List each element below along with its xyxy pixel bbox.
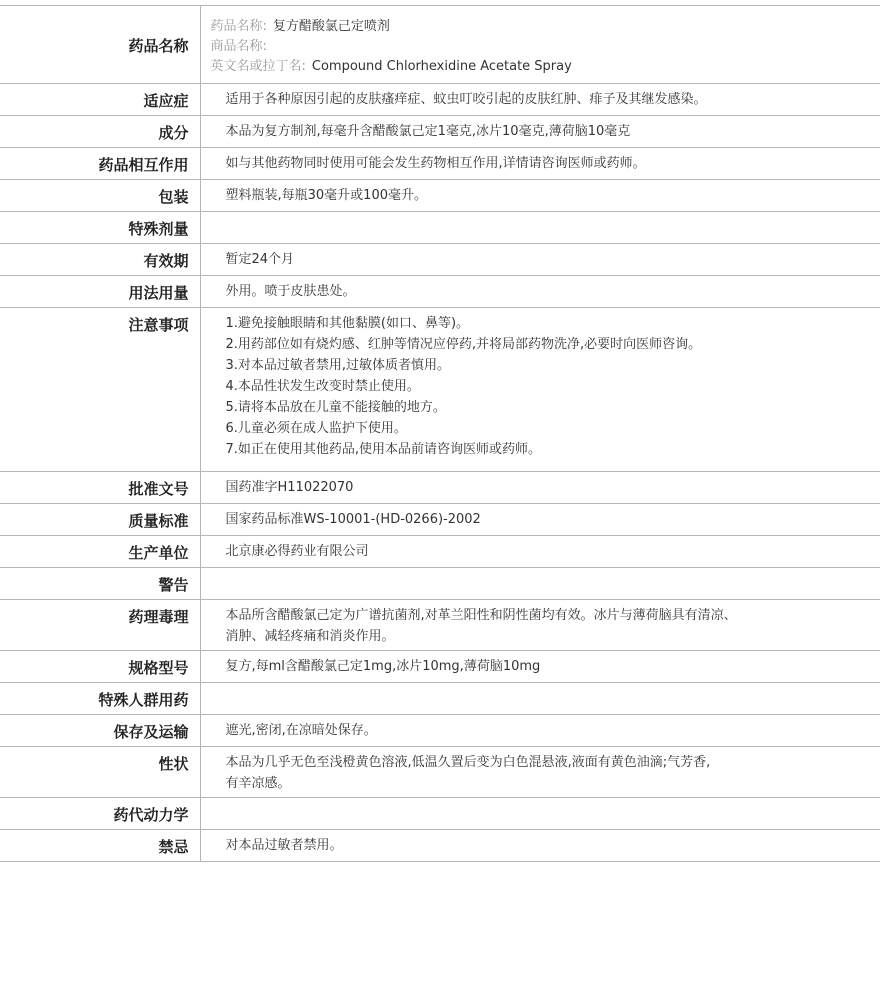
generic-name-key: 药品名称: — [210, 19, 267, 34]
row-value — [200, 276, 880, 308]
table-row — [0, 715, 880, 747]
row-label: 有效期 — [0, 244, 200, 276]
row-label: 成分 — [0, 116, 200, 148]
table-row — [0, 180, 880, 212]
table-row — [0, 244, 880, 276]
value-line: 外用。喷于皮肤患处。 — [225, 284, 356, 299]
value-line: 国药准字H11022070 — [225, 480, 354, 495]
value-line: 本品所含醋酸氯己定为广谱抗菌剂,对革兰阳性和阴性菌均有效。冰片与薄荷脑具有清凉、 — [225, 608, 737, 623]
value-line: 1.避免接触眼睛和其他黏膜(如口、鼻等)。 — [225, 316, 470, 331]
row-value — [200, 715, 880, 747]
drug-info-table — [0, 5, 880, 862]
value-line: 遮光,密闭,在凉暗处保存。 — [225, 723, 377, 738]
table-row — [0, 276, 880, 308]
row-value — [200, 84, 880, 116]
row-value — [200, 148, 880, 180]
table-row — [0, 568, 880, 600]
row-value — [200, 568, 880, 600]
value-line: 暂定24个月 — [225, 252, 295, 267]
row-label: 特殊剂量 — [0, 212, 200, 244]
value-line: 消肿、减轻疼痛和消炎作用。 — [225, 629, 395, 644]
row-value — [200, 116, 880, 148]
table-row — [0, 212, 880, 244]
row-label: 质量标准 — [0, 504, 200, 536]
table-row — [0, 536, 880, 568]
row-label: 批准文号 — [0, 472, 200, 504]
row-value — [200, 536, 880, 568]
english-name-key: 英文名或拉丁名: — [210, 59, 306, 74]
value-line: 2.用药部位如有烧灼感、红肿等情况应停药,并将局部药物洗净,必要时向医师咨询。 — [225, 337, 702, 352]
row-value — [200, 212, 880, 244]
value-line: 7.如正在使用其他药品,使用本品前请咨询医师或药师。 — [225, 442, 542, 457]
row-label: 性状 — [0, 747, 200, 798]
row-label: 药代动力学 — [0, 798, 200, 830]
value-line: 本品为复方制剂,每毫升含醋酸氯己定1毫克,冰片10毫克,薄荷脑10毫克 — [225, 124, 631, 139]
row-label: 用法用量 — [0, 276, 200, 308]
row-value — [200, 683, 880, 715]
row-value — [200, 472, 880, 504]
table-row — [0, 148, 880, 180]
row-value — [200, 651, 880, 683]
table-row — [0, 472, 880, 504]
row-label: 禁忌 — [0, 830, 200, 862]
value-line: 北京康必得药业有限公司 — [225, 544, 369, 559]
row-value — [200, 600, 880, 651]
row-label: 包装 — [0, 180, 200, 212]
row-value — [200, 244, 880, 276]
row-label: 适应症 — [0, 84, 200, 116]
row-value — [200, 6, 880, 84]
trade-name-key: 商品名称: — [210, 39, 267, 54]
generic-name-value: 复方醋酸氯己定喷剂 — [272, 19, 390, 34]
table-row — [0, 683, 880, 715]
row-label: 生产单位 — [0, 536, 200, 568]
table-row — [0, 600, 880, 651]
value-line: 5.请将本品放在儿童不能接触的地方。 — [225, 400, 446, 415]
row-value — [200, 830, 880, 862]
table-row — [0, 830, 880, 862]
row-label: 警告 — [0, 568, 200, 600]
row-label: 保存及运输 — [0, 715, 200, 747]
value-line: 对本品过敏者禁用。 — [225, 838, 343, 853]
value-line: 本品为几乎无色至浅橙黄色溶液,低温久置后变为白色混悬液,液面有黄色油滴;气芳香, — [225, 755, 711, 770]
value-line: 复方,每ml含醋酸氯己定1mg,冰片10mg,薄荷脑10mg — [225, 659, 541, 674]
value-line: 塑料瓶装,每瓶30毫升或100毫升。 — [225, 188, 427, 203]
value-line: 适用于各种原因引起的皮肤瘙痒症、蚊虫叮咬引起的皮肤红肿、痱子及其继发感染。 — [225, 92, 707, 107]
row-label: 药品相互作用 — [0, 148, 200, 180]
row-value — [200, 747, 880, 798]
table-row — [0, 84, 880, 116]
value-line: 6.儿童必须在成人监护下使用。 — [225, 421, 407, 436]
row-value — [200, 798, 880, 830]
value-line: 国家药品标准WS-10001-(HD-0266)-2002 — [225, 512, 481, 527]
row-label: 规格型号 — [0, 651, 200, 683]
table-row — [0, 651, 880, 683]
row-label: 药品名称 — [0, 6, 200, 84]
row-value — [200, 308, 880, 472]
value-line: 4.本品性状发生改变时禁止使用。 — [225, 379, 420, 394]
table-row — [0, 116, 880, 148]
row-value — [200, 504, 880, 536]
table-row — [0, 308, 880, 472]
row-label: 特殊人群用药 — [0, 683, 200, 715]
row-value — [200, 180, 880, 212]
row-label: 药理毒理 — [0, 600, 200, 651]
row-label: 注意事项 — [0, 308, 200, 472]
table-row — [0, 504, 880, 536]
row-drug-name — [0, 6, 880, 84]
table-row — [0, 798, 880, 830]
value-line: 3.对本品过敏者禁用,过敏体质者慎用。 — [225, 358, 451, 373]
value-line: 如与其他药物同时使用可能会发生药物相互作用,详情请咨询医师或药师。 — [225, 156, 646, 171]
table-row — [0, 747, 880, 798]
value-line: 有辛凉感。 — [225, 776, 291, 791]
english-name-value: Compound Chlorhexidine Acetate Spray — [311, 59, 572, 74]
